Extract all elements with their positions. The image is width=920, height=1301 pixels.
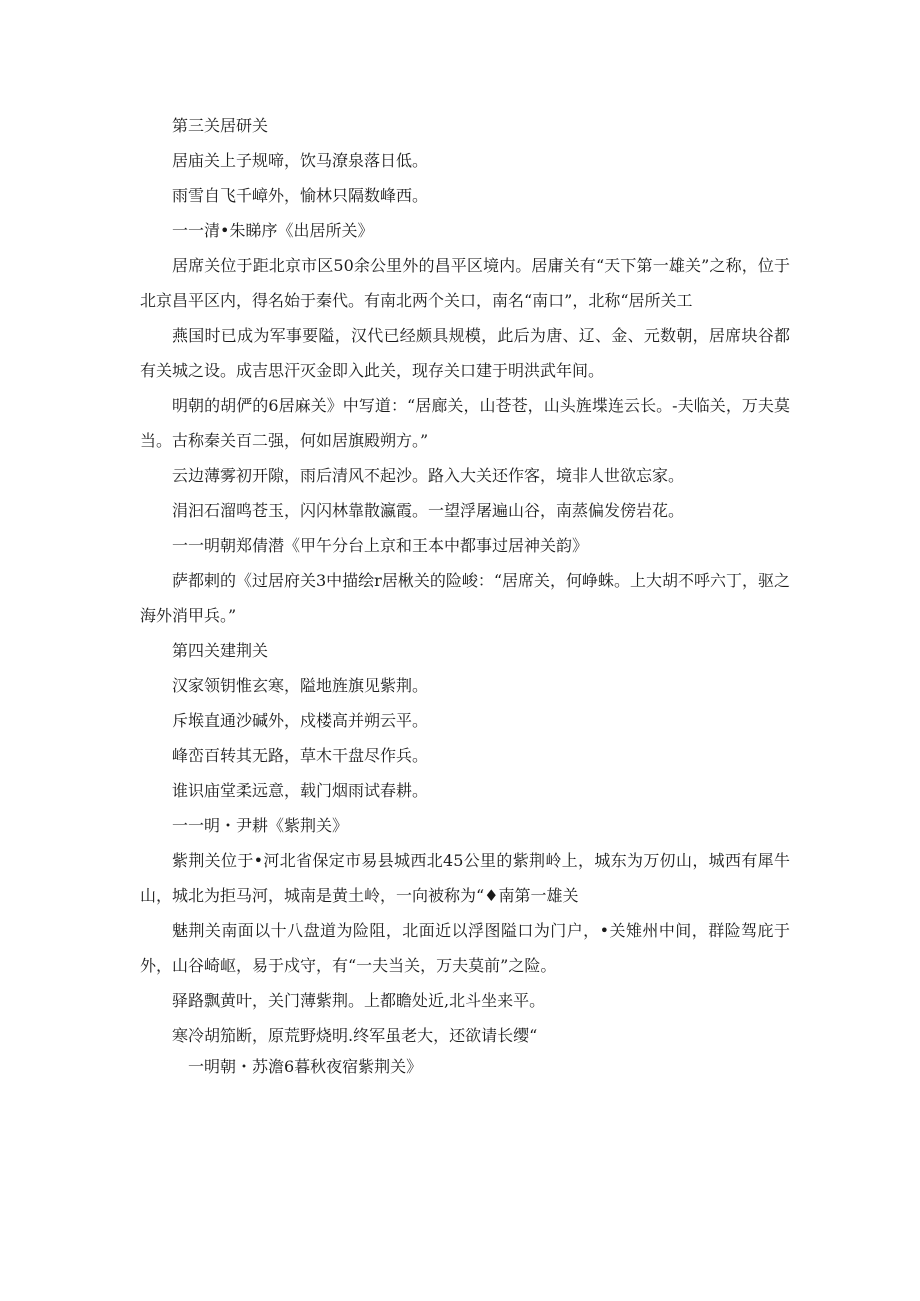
section-heading: 第三关居研关 [172,116,269,135]
body-paragraph: 萨都剌的《过居府关3中描绘r居楸关的险峻：“居席关，何峥蛛。上大胡不呼六丁，驱之海外消甲兵。” [140,571,791,625]
poem-attribution: 一一明朝郑倩潜《甲午分台上京和王本中都事过居神关韵》 [172,536,589,555]
body-paragraph: 紫荆关位于•河北省保定市易县城西北45公里的紫荆岭上，城东为万仞山，城西有犀牛山，城北为拒马河，城南是黄土岭，一向被称为“♦南第一雄关 [140,851,790,905]
poem-line: 云边薄雾初开隙，雨后清风不起沙。路入大关还作客，境非人世欲忘家。 [172,466,685,485]
poem-line: 寒冷胡笳断，原荒野烧明.终军虽老大，还欲请长缨“ [172,1026,538,1045]
document-body [140,108,790,1081]
poem-line: 峰峦百转其无路，草木干盘尽作兵。 [172,746,429,765]
poem-line: 汉家领钥惟玄寒，隘地旌旗见紫荆。 [172,676,429,695]
poem-line: 谁识庙堂柔远意，载门烟雨试春耕。 [172,781,429,800]
section-heading: 第四关建荆关 [172,641,269,660]
body-paragraph: 明朝的胡俨的6居麻关》中写道：“居廊关，山苍苍，山头旌堞连云长。-夫临关，万夫莫当。古称秦关百二强，何如居旗殿朔方。” [140,396,790,450]
poem-line: 驿路飘黄叶，关门薄紫荆。上都瞻处近,北斗坐来平。 [172,991,546,1010]
poem-attribution: 一一清•朱睇序《出居所关》 [172,221,374,240]
poem-line: 居庙关上子规啼，饮马潦泉落日低。 [172,151,429,170]
poem-line: 涓汩石溜鸣苍玉，闪闪林靠散瀛霞。一望浮屠遍山谷，南蒸偏发傍岩花。 [172,501,685,520]
poem-attribution: 一明朝・苏澹6暮秋夜宿紫荆关》 [188,1057,423,1076]
poem-attribution: 一一明・尹耕《紫荆关》 [172,816,349,835]
poem-line: 雨雪自飞千嶂外，愉林只隔数峰西。 [172,186,429,205]
poem-line: 斥堠直通沙碱外，戍楼高并朔云平。 [172,711,429,730]
body-paragraph: 魅荆关南面以十八盘道为险阻，北面近以浮图隘口为门户，•关雉州中间，群险驾庇于外，山谷崎岖，易于戍守，有“一夫当关，万夫莫前”之险。 [140,921,790,975]
body-paragraph: 燕国时已成为军事要隘，汉代已经颇具规模，此后为唐、辽、金、元数朝，居席块谷都有关城之设。成吉思汗灭金即入此关，现存关口建于明洪武年间。 [140,326,790,380]
body-paragraph: 居席关位于距北京市区50余公里外的昌平区境内。居庸关有“天下第一雄关”之称，位于北京昌平区内，得名始于秦代。有南北两个关口，南名“南口”，北称“居所关工 [140,256,790,310]
